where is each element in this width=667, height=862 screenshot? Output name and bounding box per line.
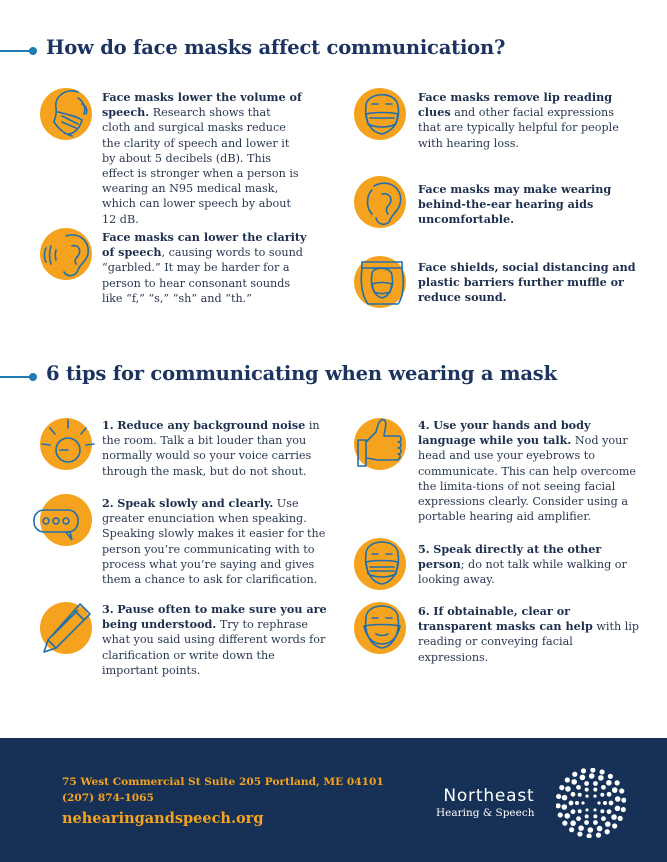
brand-line1: Northeast xyxy=(443,786,535,806)
masked-face-icon xyxy=(354,538,410,594)
sunburst-dots-logo xyxy=(556,768,626,838)
clear-mask-face-icon xyxy=(354,602,410,658)
header-rule xyxy=(0,50,30,52)
tip-text: 6. If obtainable, clear or transparent masks can help with lip reading or conveying facial expressions. xyxy=(418,604,640,664)
tip-text: 1. Reduce any background noise in the room. Talk a bit louder than you normally would so your voice carries through the mask, but do not shout. xyxy=(102,418,320,478)
footer-contact xyxy=(62,774,384,806)
tip-text: 3. Pause often to make sure you are being understood. Try to rephrase what you said using different words for clarification or write down the important points. xyxy=(102,602,327,677)
section-header-tips xyxy=(0,362,667,392)
brand-name xyxy=(436,786,535,819)
thumbs-up-icon xyxy=(354,418,410,474)
ear-sound-icon xyxy=(40,228,96,284)
pencil-icon xyxy=(40,602,96,658)
phone-text[interactable]: (207) 874-1065 xyxy=(62,792,154,804)
speech-bubble-icon xyxy=(40,494,96,550)
tip-text: 2. Speak slowly and clearly. Use greater enunciation when speaking. Speaking slowly makes it easier for the person you’re communicating with to process what you’re saying and gives them a chance to ask for clarification. xyxy=(102,496,326,587)
website-link[interactable]: nehearingandspeech.org xyxy=(62,810,264,827)
effect-text: Face shields, social distancing and plastic barriers further muffle or reduce sound. xyxy=(418,260,636,305)
header-dot xyxy=(29,373,37,381)
face-mask-front-icon xyxy=(354,88,410,144)
ear-icon xyxy=(354,176,410,232)
section-title: 6 tips for communicating when wearing a mask xyxy=(46,362,557,385)
face-mask-side-icon xyxy=(40,88,96,144)
address-text: 75 West Commercial St Suite 205 Portland, ME 04101 xyxy=(62,776,384,788)
tip-text: 4. Use your hands and body language while you talk. Nod your head and use your eyebrows to communicate. This can help overcome the limita-tions of not seeing facial expressions clearly. Consider using a portable hearing aid amplifier. xyxy=(418,418,636,524)
effect-text: Face masks lower the volume of speech. Research shows that cloth and surgical masks reduce the clarity of speech and lower it by about 5 decibels (dB). This effect is stronger when a person is wearing an N95 medical mask, which can lower speech by about 12 dB. xyxy=(102,90,302,226)
effect-text: Face masks can lower the clarity of speech, causing words to sound “garbled.” It may be harder for a person to hear consonant sounds like “f,” “s,” “sh” and “th.” xyxy=(102,230,307,305)
section-title: How do face masks affect communication? xyxy=(46,36,506,59)
section-header-effects xyxy=(0,36,667,66)
volume-knob-icon xyxy=(40,418,96,474)
header-dot xyxy=(29,47,37,55)
tip-text: 5. Speak directly at the other person; do not talk while walking or looking away. xyxy=(418,542,627,587)
footer xyxy=(0,738,667,862)
effect-text: Face masks may make wearing behind-the-ear hearing aids uncomfortable. xyxy=(418,182,612,227)
header-rule xyxy=(0,376,30,378)
brand-line2: Hearing & Speech xyxy=(436,807,535,819)
effect-text: Face masks remove lip reading clues and other facial expressions that are typically helpful for people with hearing loss. xyxy=(418,90,619,150)
face-shield-icon xyxy=(354,256,410,312)
